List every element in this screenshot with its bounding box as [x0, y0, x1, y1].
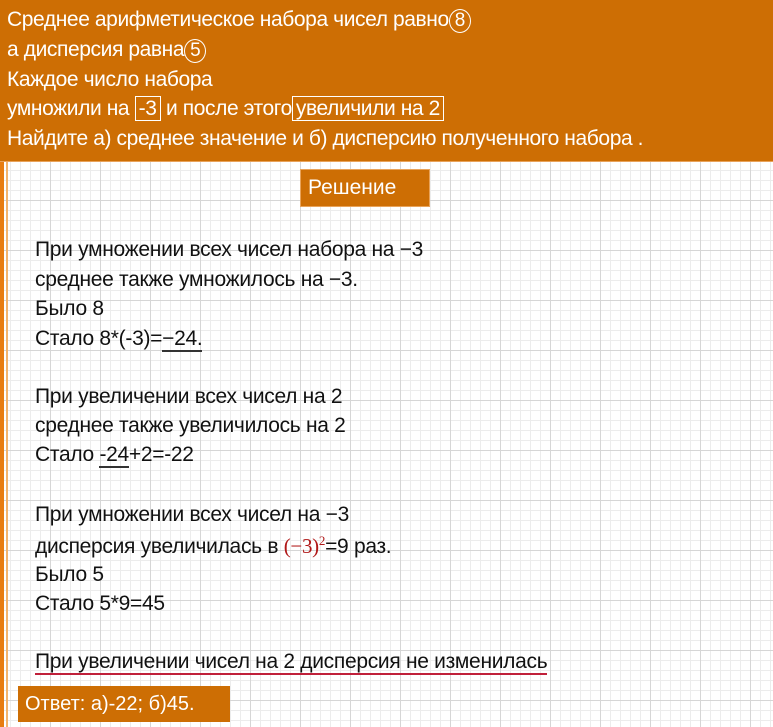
- variance-value: 5: [184, 39, 206, 63]
- problem-statement: [0, 0, 773, 162]
- solution-line: среднее также увеличилось на 2: [35, 414, 346, 437]
- problem-line-1: [7, 8, 471, 33]
- solution-line: Было 8: [35, 297, 104, 320]
- mean-result: −24.: [162, 327, 203, 350]
- text: Среднее арифметическое набора чисел равно: [7, 8, 449, 31]
- text: Стало 8*(-3)=: [35, 327, 163, 350]
- problem-line-2: [7, 38, 206, 63]
- text: умножили на: [7, 97, 130, 120]
- solution-line: [35, 327, 202, 351]
- text: =9 раз.: [325, 535, 392, 558]
- text: +2=-22: [128, 443, 194, 466]
- underlined-value: -24: [99, 443, 129, 466]
- solution-line: [35, 650, 547, 674]
- solution-line: При увеличении всех чисел на 2: [35, 385, 343, 408]
- problem-line-5: Найдите а) среднее значение и б) дисперсию полученного набора .: [7, 127, 644, 150]
- problem-line-4: [7, 97, 444, 121]
- solution-button[interactable]: Решение: [300, 169, 430, 207]
- text: и после этого: [165, 97, 292, 120]
- conclusion: При увеличении чисел на 2 дисперсия не изменилась: [35, 650, 548, 673]
- solution-line: При умножении всех чисел набора на −3: [35, 238, 424, 261]
- text: Стало: [35, 443, 100, 466]
- text: а дисперсия равна: [7, 38, 185, 61]
- exponent: 2: [318, 533, 326, 548]
- problem-line-3: Каждое число набора: [7, 68, 213, 91]
- formula: (−3): [283, 534, 319, 558]
- solution-line: среднее также умножилось на −3.: [35, 268, 358, 291]
- mean-value: 8: [449, 9, 471, 33]
- increment-box: увеличили на 2: [292, 96, 444, 121]
- text: дисперсия увеличилась в: [35, 535, 284, 558]
- solution-line: Было 5: [35, 563, 104, 586]
- solution-line: Стало 5*9=45: [35, 592, 165, 615]
- solution-line: [35, 533, 391, 559]
- solution-line: [35, 443, 194, 467]
- solution-line: При умножении всех чисел на −3: [35, 503, 349, 526]
- multiplier-box: -3: [135, 96, 161, 121]
- answer-box: Ответ: а)-22; б)45.: [18, 686, 230, 722]
